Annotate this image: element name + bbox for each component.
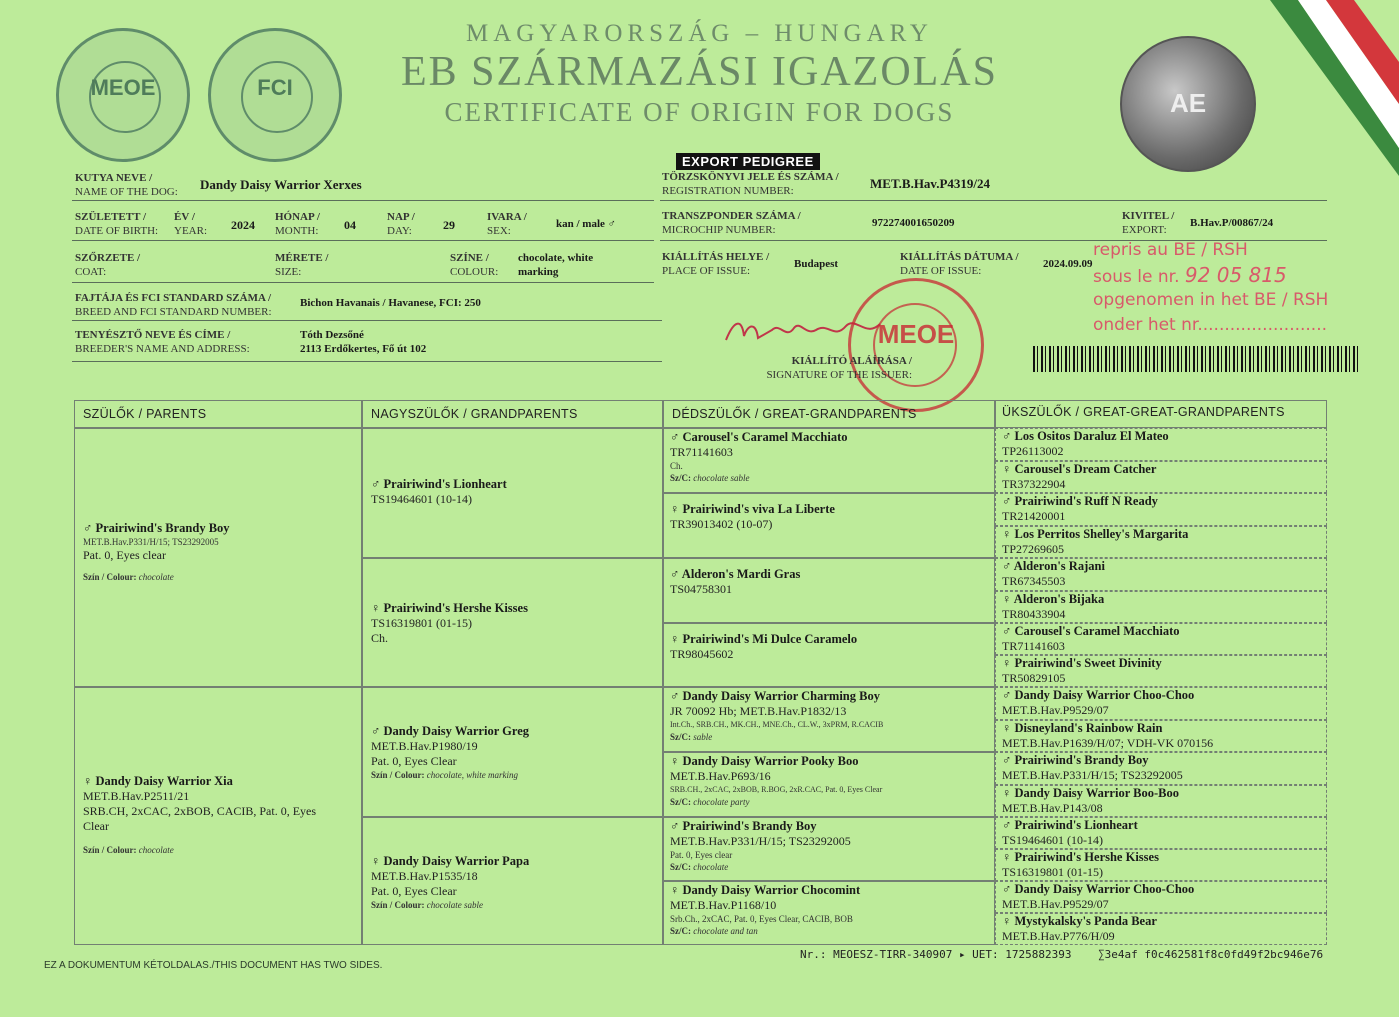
title-hungarian: EB SZÁRMAZÁSI IGAZOLÁS xyxy=(400,49,998,95)
header-great-grandparents: DÉDSZÜLŐK / GREAT-GRANDPARENTS xyxy=(663,400,995,428)
great-grandparent-5: ♂ Dandy Daisy Warrior Charming Boy JR 70092 Hb; MET.B.Hav.P1832/13 Int.Ch., SRB.CH., MK.CH., MNE.Ch., CL.W., 3xPRM, R.CACIB Sz/C: sable xyxy=(663,687,995,752)
gg-grandparent-13: ♂ Prairiwind's Lionheart TS19464601 (10-14) xyxy=(995,817,1327,849)
colour-label: SZÍNE / COLOUR: xyxy=(450,252,499,278)
parent-sire: ♂ Prairiwind's Brandy Boy MET.B.Hav.P331/H/15; TS23292005 Pat. 0, Eyes clear Szín / Colour: chocolate xyxy=(74,428,362,687)
two-sides-note: EZ A DOKUMENTUM KÉTOLDALAS./THIS DOCUMENT HAS TWO SIDES. xyxy=(44,960,383,971)
great-grandparent-7: ♂ Prairiwind's Brandy Boy MET.B.Hav.P331/H/15; TS23292005 Pat. 0, Eyes clear Sz/C: chocolate xyxy=(663,817,995,881)
handwritten-note-4: onder het nr........................ xyxy=(1093,315,1328,335)
gg-grandparent-11: ♂ Prairiwind's Brandy Boy MET.B.Hav.P331/H/15; TS23292005 xyxy=(995,752,1327,785)
handwritten-note-3: opgenomen in het BE / RSH xyxy=(1093,290,1329,310)
gg-grandparent-2: ♀ Carousel's Dream Catcher TR37322904 xyxy=(995,461,1327,493)
gg-grandparent-16: ♀ Mystykalsky's Panda Bear MET.B.Hav.P776/H/09 xyxy=(995,913,1327,945)
gg-grandparent-10: ♀ Disneyland's Rainbow Rain MET.B.Hav.P1639/H/07; VDH-VK 070156 xyxy=(995,720,1327,752)
grandparent-4: ♀ Dandy Daisy Warrior Papa MET.B.Hav.P1535/18 Pat. 0, Eyes Clear Szín / Colour: chocolate sable xyxy=(362,817,663,945)
country-heading: MAGYARORSZÁG – HUNGARY xyxy=(466,20,933,47)
dog-name: Dandy Daisy Warrior Xerxes xyxy=(200,177,362,192)
great-grandparent-8: ♀ Dandy Daisy Warrior Chocomint MET.B.Hav.P1168/10 Srb.Ch., 2xCAC, Pat. 0, Eyes Clear, CACIB, BOB Sz/C: chocolate and tan xyxy=(663,881,995,945)
export-pedigree-label: EXPORT PEDIGREE xyxy=(676,153,820,170)
place-label: KIÁLLÍTÁS HELYE / PLACE OF ISSUE: xyxy=(662,251,770,277)
year-label: ÉV / YEAR: xyxy=(174,211,207,237)
breed-value: Bichon Havanais / Havanese, FCI: 250 xyxy=(300,297,481,309)
birth-year: 2024 xyxy=(231,218,255,232)
gg-grandparent-9: ♂ Dandy Daisy Warrior Choo-Choo MET.B.Hav.P9529/07 xyxy=(995,687,1327,720)
barcode-icon xyxy=(1033,346,1361,372)
document-hash: ∑3e4af f0c462581f8c0fd49f2bc946e76 xyxy=(1098,948,1324,961)
gg-grandparent-6: ♀ Alderon's Bijaka TR80433904 xyxy=(995,591,1327,623)
document-number: Nr.: MEOESZ-TIRR-340907 ▸ UET: 1725882393 xyxy=(800,948,1072,961)
gg-grandparent-8: ♀ Prairiwind's Sweet Divinity TR50829105 xyxy=(995,655,1327,687)
great-grandparent-2: ♀ Prairiwind's viva La Liberte TR39013402 (10-07) xyxy=(663,493,995,558)
month-label: HÓNAP / MONTH: xyxy=(275,211,320,237)
breed-label: FAJTÁJA ÉS FCI STANDARD SZÁMA / BREED AND FCI STANDARD NUMBER: xyxy=(75,292,272,318)
gg-grandparent-7: ♂ Carousel's Caramel Macchiato TR71141603 xyxy=(995,623,1327,655)
great-grandparent-4: ♀ Prairiwind's Mi Dulce Caramelo TR98045602 xyxy=(663,623,995,687)
handwritten-note-1: repris au BE / RSH xyxy=(1093,240,1248,260)
sex-label: IVARA / SEX: xyxy=(487,211,527,237)
sex-value: kan / male ♂ xyxy=(556,218,616,230)
microchip-label: TRANSZPONDER SZÁMA / MICROCHIP NUMBER: xyxy=(662,210,801,236)
coat-label: SZŐRZETE / COAT: xyxy=(75,252,141,278)
grandparent-1: ♂ Prairiwind's Lionheart TS19464601 (10-14) xyxy=(362,428,663,558)
date-of-issue: 2024.09.09 xyxy=(1043,258,1093,270)
birth-label: SZÜLETETT / DATE OF BIRTH: xyxy=(75,211,159,237)
gg-grandparent-12: ♀ Dandy Daisy Warrior Boo-Boo MET.B.Hav.P143/08 xyxy=(995,785,1327,817)
gg-grandparent-5: ♂ Alderon's Rajani TR67345503 xyxy=(995,558,1327,591)
gg-grandparent-3: ♂ Prairiwind's Ruff N Ready TR21420001 xyxy=(995,493,1327,526)
place-of-issue: Budapest xyxy=(794,258,839,270)
header-great-great-grandparents: ÜKSZÜLŐK / GREAT-GREAT-GRANDPARENTS xyxy=(995,400,1327,428)
hologram-monogram: AE xyxy=(1169,88,1207,118)
gg-grandparent-15: ♂ Dandy Daisy Warrior Choo-Choo MET.B.Hav.P9529/07 xyxy=(995,881,1327,913)
registration-number: MET.B.Hav.P4319/24 xyxy=(870,176,991,191)
great-grandparent-6: ♀ Dandy Daisy Warrior Pooky Boo MET.B.Hav.P693/16 SRB.CH., 2xCAC, 2xBOB, R.BOG, 2xR.CAC, Pat. 0, Eyes Clear Sz/C: chocolate party xyxy=(663,752,995,817)
stamp-monogram: MEOE xyxy=(877,319,955,349)
microchip-number: 972274001650209 xyxy=(872,217,955,229)
dog-name-label: KUTYA NEVE / NAME OF THE DOG: xyxy=(75,172,178,198)
date-label: KIÁLLÍTÁS DÁTUMA / DATE OF ISSUE: xyxy=(900,251,1019,277)
birth-month: 04 xyxy=(344,218,356,232)
size-label: MÉRETE / SIZE: xyxy=(275,252,329,278)
grandparent-2: ♀ Prairiwind's Hershe Kisses TS16319801 (01-15) Ch. xyxy=(362,558,663,687)
great-grandparent-1: ♂ Carousel's Caramel Macchiato TR71141603 Ch. Sz/C: chocolate sable xyxy=(663,428,995,493)
issuer-stamp-icon xyxy=(848,278,984,412)
fci-seal-monogram: FCI xyxy=(257,75,293,100)
header-grandparents: NAGYSZÜLŐK / GRANDPARENTS xyxy=(362,400,663,428)
breeder-label: TENYÉSZTŐ NEVE ÉS CÍME / BREEDER'S NAME AND ADDRESS: xyxy=(75,329,250,355)
gg-grandparent-14: ♀ Prairiwind's Hershe Kisses TS16319801 (01-15) xyxy=(995,849,1327,881)
export-label: KIVITEL / EXPORT: xyxy=(1122,210,1175,236)
colour-value: chocolate, white marking xyxy=(518,252,594,278)
birth-day: 29 xyxy=(443,218,455,232)
great-grandparent-3: ♂ Alderon's Mardi Gras TS04758301 xyxy=(663,558,995,623)
header-parents: SZÜLŐK / PARENTS xyxy=(74,400,362,428)
issuer-signature-label: KIÁLLÍTÓ ALÁÍRÁSA / SIGNATURE OF THE ISSUER: xyxy=(766,355,912,381)
gg-grandparent-1: ♂ Los Ositos Daraluz El Mateo TP26113002 xyxy=(995,428,1327,461)
grandparent-3: ♂ Dandy Daisy Warrior Greg MET.B.Hav.P1980/19 Pat. 0, Eyes Clear Szín / Colour: chocolate, white marking xyxy=(362,687,663,817)
handwritten-note-2: sous le nr. 92 05 815 xyxy=(1093,263,1287,287)
parent-dam: ♀ Dandy Daisy Warrior Xia MET.B.Hav.P2511/21 SRB.CH, 2xCAC, 2xBOB, CACIB, Pat. 0, Eyes Clear Szín / Colour: chocolate xyxy=(74,687,362,945)
gg-grandparent-4: ♀ Los Perritos Shelley's Margarita TP27269605 xyxy=(995,526,1327,558)
meoe-seal-monogram: MEOE xyxy=(90,75,156,100)
title-english: CERTIFICATE OF ORIGIN FOR DOGS xyxy=(444,97,955,127)
breeder-value: Tóth Dezsőné 2113 Erdőkertes, Fő út 102 xyxy=(300,329,427,355)
registration-label: TÖRZSKÖNYVI JELE ÉS SZÁMA / REGISTRATION NUMBER: xyxy=(662,171,839,197)
day-label: NAP / DAY: xyxy=(387,211,415,237)
export-number: B.Hav.P/00867/24 xyxy=(1190,217,1274,229)
